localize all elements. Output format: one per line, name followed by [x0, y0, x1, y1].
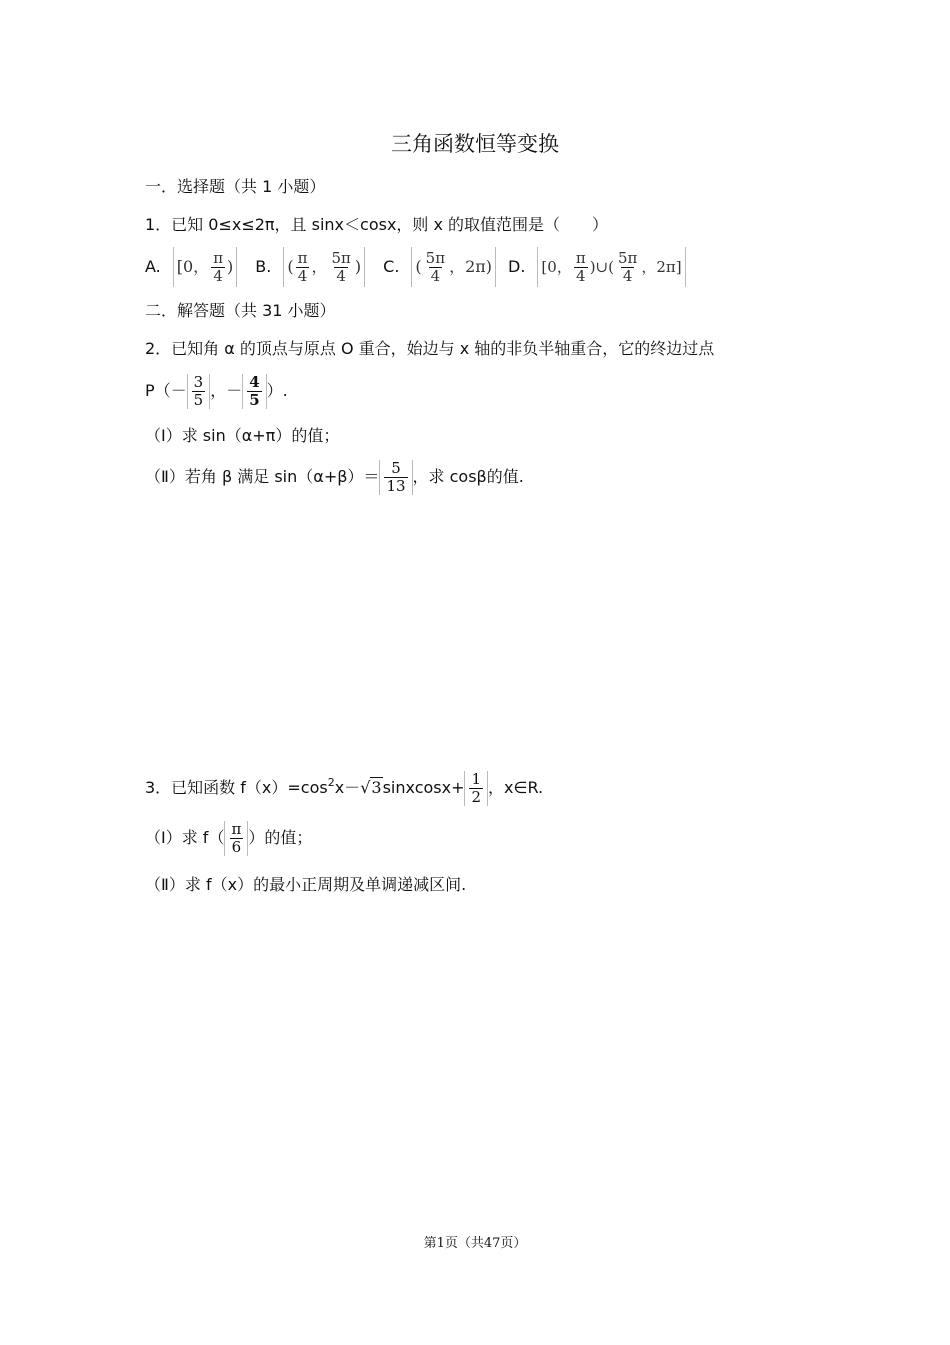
- fraction-numerator: π: [213, 248, 224, 267]
- fraction-numerator: π: [575, 248, 586, 267]
- point-y-fraction: [247, 374, 261, 409]
- function-suffix: ，x∈R.: [488, 778, 544, 797]
- option-a-left: [0，: [176, 257, 210, 276]
- question-3-part-2: （Ⅱ）求 f（x）的最小正周期及单调递减区间.: [145, 875, 467, 894]
- page-footer: 第1页（共47页）: [423, 1236, 527, 1251]
- fraction-numerator: 3: [193, 372, 204, 391]
- option-b-formula: [283, 247, 365, 287]
- fraction-denominator: 2: [471, 787, 482, 806]
- q3-part1-fraction: [229, 821, 243, 856]
- fraction-numerator: π: [297, 248, 308, 267]
- q3-part1-suffix: ）的值；: [248, 828, 313, 847]
- function-fraction-box: [464, 771, 488, 806]
- part2-prefix: （Ⅱ）若角 β 满足 sin（α+β）＝: [145, 467, 380, 486]
- fraction-numerator: 1: [471, 769, 482, 788]
- fraction-numerator: 4: [249, 372, 260, 391]
- function-prefix: 3．已知函数 f（x）=cos: [145, 778, 328, 797]
- fraction-numerator: 5π: [425, 248, 446, 267]
- option-c-fraction: [424, 250, 447, 285]
- function-mid-2: sinxcosx+: [382, 778, 465, 797]
- question-3-stem: [145, 766, 543, 810]
- question-2-stem: 2．已知角 α 的顶点与原点 O 重合，始边与 x 轴的非负半轴重合，它的终边过点: [145, 339, 715, 358]
- point-x-fraction: [192, 374, 206, 409]
- question-1-options: [145, 245, 686, 289]
- fraction-denominator: 6: [231, 837, 242, 856]
- part2-fraction-box: [379, 460, 412, 495]
- question-1-stem: 1．已知 0≤x≤2π，且 sinx＜cosx，则 x 的取值范围是（ ）: [145, 215, 609, 234]
- option-d-fraction-2: [616, 250, 639, 285]
- sqrt-radicand: 3: [371, 778, 382, 797]
- fraction-numerator: 5: [391, 458, 401, 477]
- option-d-label: D.: [508, 257, 526, 276]
- option-c-formula: [411, 247, 496, 287]
- option-d-fraction-1: [574, 250, 588, 285]
- fraction-denominator: 5: [193, 390, 204, 409]
- fraction-denominator: 13: [386, 476, 406, 495]
- fraction-denominator: 4: [430, 266, 441, 285]
- fraction-denominator: 4: [336, 266, 346, 285]
- fraction-numerator: 5π: [617, 248, 638, 267]
- option-a-formula: [173, 247, 238, 287]
- fraction-denominator: 4: [622, 266, 633, 285]
- point-y-fraction-box: [242, 374, 266, 409]
- function-fraction: [469, 771, 483, 806]
- fraction-denominator: 4: [213, 266, 223, 285]
- document-title: 三角函数恒等变换: [391, 132, 559, 156]
- point-x-fraction-box: [187, 374, 211, 409]
- cos-exponent: 2: [327, 776, 335, 789]
- fraction-numerator: 5π: [331, 248, 351, 267]
- section-heading-choice: 一．选择题（共 1 小题）: [145, 177, 326, 196]
- option-b-right: ): [354, 257, 362, 276]
- option-b-separator: ，: [311, 257, 328, 276]
- function-mid-1: x－: [334, 778, 361, 797]
- sqrt-symbol: √3: [360, 778, 382, 797]
- option-c-right: ，2π): [449, 257, 493, 276]
- part2-suffix: ，求 cosβ的值.: [412, 467, 524, 486]
- q3-part1-prefix: （Ⅰ）求 f（: [145, 828, 225, 847]
- option-d-union: )∪(: [589, 258, 614, 276]
- option-b-fraction-1: [296, 250, 310, 285]
- fraction-numerator: π: [231, 819, 242, 838]
- option-b-left: (: [287, 257, 294, 276]
- option-a-fraction: [211, 250, 225, 285]
- option-d-formula: [537, 247, 685, 287]
- option-c-left: (: [415, 257, 422, 276]
- question-2-part-2: [145, 456, 524, 498]
- question-3-part-1: [145, 816, 312, 860]
- point-prefix: P（－: [145, 381, 187, 400]
- option-b-fraction-2: [329, 250, 352, 285]
- fraction-denominator: 4: [575, 266, 586, 285]
- option-a-label: A.: [145, 257, 161, 276]
- option-c-label: C.: [383, 257, 400, 276]
- fraction-denominator: 4: [297, 266, 308, 285]
- question-2-part-1: （Ⅰ）求 sin（α+π）的值；: [145, 426, 340, 445]
- section-heading-answer: 二．解答题（共 31 小题）: [145, 301, 336, 320]
- option-d-left: [0，: [541, 258, 572, 276]
- q3-part1-fraction-box: [224, 821, 248, 856]
- point-separator: ，－: [210, 381, 243, 400]
- option-b-label: B.: [255, 257, 272, 276]
- question-2-point: [145, 370, 288, 412]
- point-suffix: ）.: [266, 381, 288, 400]
- part2-fraction: [384, 460, 407, 495]
- option-a-right: ): [227, 257, 234, 276]
- option-d-right: ，2π]: [641, 258, 682, 276]
- fraction-denominator: 5: [249, 390, 260, 409]
